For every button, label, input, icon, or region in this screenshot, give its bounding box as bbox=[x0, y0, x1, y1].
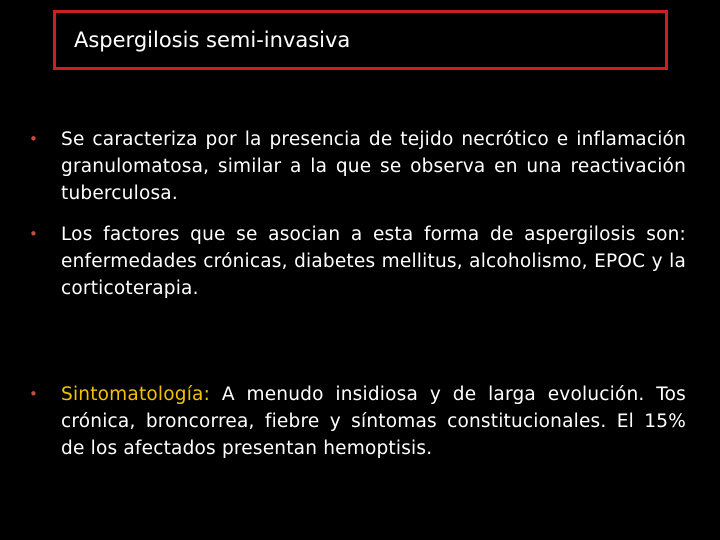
title-box bbox=[53, 10, 668, 70]
bullet-item bbox=[29, 381, 686, 462]
bullet-dot-icon: • bbox=[29, 225, 38, 243]
bullet-lead-label: Sintomatología: bbox=[61, 384, 211, 405]
bullet-item bbox=[29, 221, 686, 302]
slide-title: Aspergilosis semi-invasiva bbox=[74, 28, 351, 52]
bullet-dot-icon: • bbox=[29, 130, 38, 148]
bullet-dot-icon: • bbox=[29, 385, 38, 403]
bullet-text-with-lead bbox=[61, 381, 686, 462]
bullet-body-text: A menudo insidiosa y de larga evolución. Tos crónica, broncorrea, fiebre y síntomas constitucionales. El 15% de los afectados presentan hemoptisis. bbox=[61, 384, 686, 459]
bullet-item bbox=[29, 126, 686, 207]
bullet-text: Se caracteriza por la presencia de tejido necrótico e inflamación granulomatosa, similar a la que se observa en una reactivación tuberculosa. bbox=[61, 129, 686, 204]
bullet-text: Los factores que se asocian a esta forma de aspergilosis son: enfermedades crónicas, diabetes mellitus, alcoholismo, EPOC y la corticoterapia. bbox=[61, 224, 686, 299]
